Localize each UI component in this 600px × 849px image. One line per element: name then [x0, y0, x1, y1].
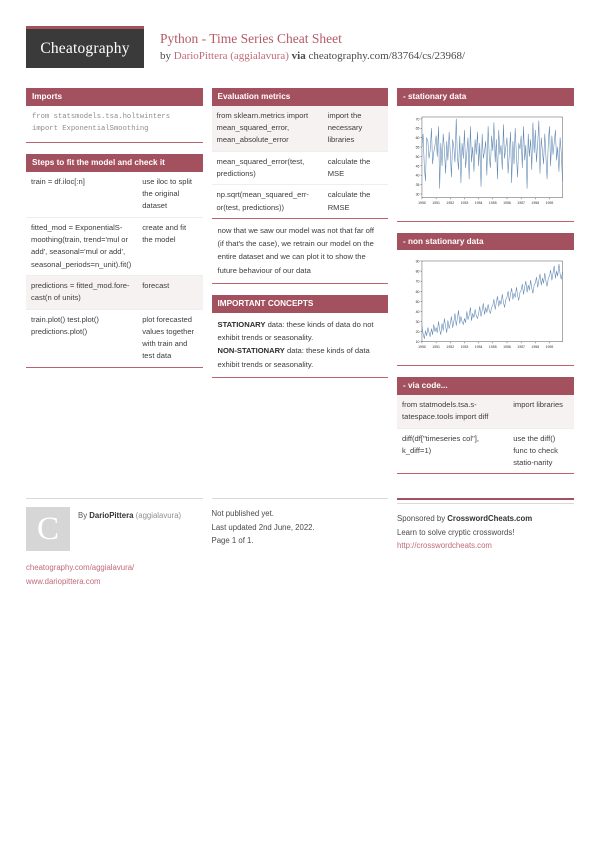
row-desc: calculate the RMSE	[327, 190, 371, 212]
footer-author-column	[26, 498, 203, 588]
column-1	[26, 88, 203, 379]
logo-text: Cheatography	[40, 39, 130, 57]
block-important-concepts	[212, 295, 389, 378]
publish-status: Not published yet.	[211, 509, 274, 518]
svg-text:50: 50	[415, 300, 420, 305]
stationary-figure-wrap	[397, 106, 574, 221]
svg-text:1952: 1952	[446, 345, 455, 350]
sponsor-tagline: Learn to solve cryptic crosswords!	[397, 527, 515, 537]
page-title: Python - Time Series Cheat Sheet	[160, 31, 342, 46]
svg-text:70: 70	[415, 280, 420, 285]
svg-text:1951: 1951	[432, 201, 440, 206]
svg-text:1959: 1959	[545, 201, 554, 206]
svg-text:1952: 1952	[446, 201, 455, 206]
footer-meta-column	[212, 498, 389, 588]
sponsor-url[interactable]: http://crosswordcheats.com	[397, 541, 492, 551]
table-row	[26, 276, 203, 310]
row-desc: calculate the MSE	[327, 156, 371, 179]
block-evaluation-metrics	[212, 88, 389, 284]
row-code: train = df.iloc[:n]	[31, 176, 85, 186]
column-2	[212, 88, 389, 389]
svg-text:1957: 1957	[517, 345, 525, 350]
svg-text:70: 70	[415, 117, 420, 122]
row-code: from sklearn.metrics import mean_squared_error, mean_absolute_error	[216, 110, 309, 145]
imports-code-line-2: import ExponentialSmoothing	[32, 125, 149, 134]
steps-rows	[26, 172, 203, 367]
table-row	[212, 185, 389, 218]
row-code: diff(df["timeseries col"], k_diff=1)	[402, 433, 479, 455]
row-code: from statmodels.tsa.s-tatespace.tools import diff	[402, 399, 489, 422]
block-title-imports: Imports	[26, 88, 203, 106]
row-code: predictions = fitted_mod.fore-cast(n of units)	[31, 280, 130, 303]
row-desc: forecast	[142, 280, 170, 290]
footer-divider	[26, 498, 203, 499]
svg-text:60: 60	[415, 135, 420, 140]
concepts-text	[212, 313, 389, 377]
svg-text:20: 20	[415, 330, 420, 335]
footer-divider	[212, 498, 389, 499]
author-row	[26, 507, 203, 551]
evaluation-rows	[212, 106, 389, 218]
row-code: mean_squared_error(test, predictions)	[216, 156, 305, 179]
byline-prefix: by	[160, 49, 174, 62]
svg-text:80: 80	[415, 269, 420, 274]
imports-code	[26, 106, 203, 142]
svg-text:50: 50	[415, 154, 420, 159]
block-via-code	[397, 377, 574, 474]
personal-site-link[interactable]: www.dariopittera.com	[26, 576, 101, 586]
table-row	[212, 106, 389, 152]
svg-text:1953: 1953	[460, 201, 469, 206]
row-code: train.plot() test.plot() predictions.plot()	[31, 314, 99, 336]
table-row	[212, 152, 389, 186]
block-title-via-code: - via code...	[397, 377, 574, 395]
svg-text:35: 35	[415, 182, 420, 187]
svg-text:10: 10	[415, 340, 420, 345]
svg-text:1956: 1956	[503, 201, 511, 206]
svg-text:1953: 1953	[460, 345, 469, 350]
svg-text:30: 30	[415, 320, 420, 325]
sponsor-info	[397, 512, 574, 553]
svg-text:90: 90	[415, 259, 420, 264]
page-header	[26, 26, 574, 74]
row-code: np.sqrt(mean_squared_err-or(test, predictions))	[216, 190, 309, 212]
cheatography-logo[interactable]	[26, 26, 144, 68]
stationary-data-chart	[403, 113, 568, 213]
author-links	[26, 561, 203, 588]
author-info	[78, 507, 181, 522]
table-row	[26, 172, 203, 218]
concept-nonstationary-label: NON-STATIONARY	[217, 346, 285, 356]
concept-stationary-text: data: these kinds of data do not exhibit trends or seasonality.	[217, 319, 374, 343]
svg-text:1958: 1958	[531, 345, 540, 350]
source-url[interactable]: cheatography.com/83764/cs/23968/	[308, 49, 466, 62]
svg-text:65: 65	[415, 126, 420, 131]
row-desc: use the diff() func to check statio-narity	[513, 433, 558, 468]
sponsor-accent-rule	[397, 498, 574, 500]
byline-via: via	[288, 49, 309, 62]
footer-sponsor-column	[397, 498, 574, 588]
svg-text:1957: 1957	[517, 201, 525, 206]
table-row	[26, 310, 203, 367]
svg-text:1950: 1950	[418, 345, 426, 350]
avatar: C	[26, 507, 70, 551]
via-code-rows	[397, 395, 574, 473]
evaluation-note: now that we saw our model was not that far off (if that's the case), we retrain our model on the entire dataset and we can plot it to show the future behaviour of our data	[212, 218, 389, 283]
block-steps	[26, 154, 203, 368]
page-footer	[26, 498, 574, 588]
svg-text:1954: 1954	[474, 201, 483, 206]
block-title-steps: Steps to fit the model and check it	[26, 154, 203, 172]
table-row	[26, 218, 203, 276]
block-nonstationary-chart	[397, 233, 574, 367]
svg-text:1959: 1959	[545, 345, 554, 350]
svg-text:45: 45	[415, 164, 420, 169]
column-3	[397, 88, 574, 485]
sponsor-prefix: Sponsored by	[397, 514, 448, 523]
non-stationary-data-chart	[403, 257, 568, 357]
cheatography-profile-link[interactable]: cheatography.com/aggialavura/	[26, 563, 135, 572]
svg-text:1954: 1954	[474, 345, 483, 350]
by-label: By	[78, 511, 90, 520]
byline	[160, 49, 465, 64]
sponsor-line	[397, 512, 574, 526]
block-stationary-chart	[397, 88, 574, 222]
row-desc: plot forecasted values together with train and test data	[142, 314, 195, 361]
author-handle: (aggialavura)	[133, 511, 182, 520]
svg-text:1955: 1955	[488, 201, 497, 206]
concept-nonstationary-text: data: these kinds of data exhibit trends or seasonality.	[217, 346, 370, 369]
row-desc: import the necessary libraries	[327, 110, 363, 145]
block-title-stationary: - stationary data	[397, 88, 574, 106]
page-number: Page 1 of 1.	[211, 536, 254, 546]
author-name: DarioPittera	[89, 511, 134, 520]
author-link[interactable]: DarioPittera (aggialavura)	[173, 49, 289, 62]
svg-text:60: 60	[415, 290, 420, 295]
table-row	[397, 429, 574, 474]
concept-stationary-label: STATIONARY	[217, 319, 266, 329]
svg-text:1950: 1950	[418, 201, 426, 206]
nonstationary-figure-wrap	[397, 250, 574, 365]
svg-text:30: 30	[415, 192, 420, 197]
block-title-nonstationary: - non stationary data	[397, 233, 574, 251]
row-desc: use iloc to split the original dataset	[142, 176, 192, 211]
svg-text:1951: 1951	[432, 345, 440, 350]
row-desc: import libraries	[513, 399, 563, 409]
row-desc: create and fit the model	[142, 222, 187, 245]
svg-text:1956: 1956	[503, 345, 511, 350]
content-columns	[26, 88, 574, 485]
imports-code-line-1: from statsmodels.tsa.holtwinters	[32, 112, 171, 121]
publish-meta	[212, 507, 389, 548]
block-title-evaluation: Evaluation metrics	[212, 88, 389, 106]
last-updated: Last updated 2nd June, 2022.	[211, 522, 315, 532]
table-row	[397, 395, 574, 429]
row-code: fitted_mod = ExponentialS-moothing(train, trend='mul or add', seasonal='mul or add', seasonal_periods=n_unit).fit()	[31, 222, 132, 269]
block-title-concepts: IMPORTANT CONCEPTS	[212, 295, 389, 313]
title-block	[160, 26, 465, 64]
svg-text:55: 55	[415, 145, 420, 150]
block-imports	[26, 88, 203, 143]
sponsor-name[interactable]: CrosswordCheats.com	[447, 514, 533, 523]
svg-text:40: 40	[415, 310, 420, 315]
svg-text:1955: 1955	[488, 345, 497, 350]
svg-text:1958: 1958	[531, 201, 540, 206]
svg-text:40: 40	[415, 173, 420, 178]
footer-divider	[397, 503, 574, 504]
